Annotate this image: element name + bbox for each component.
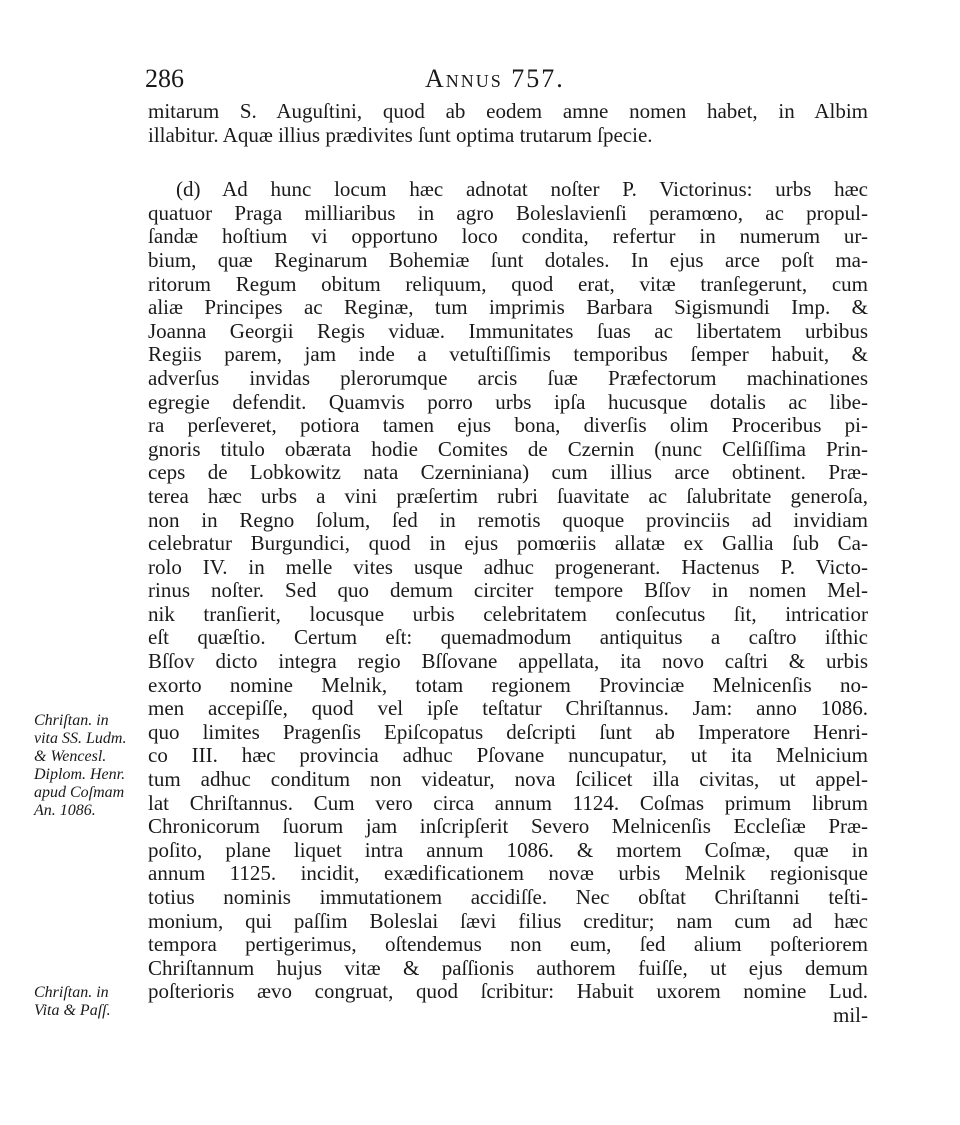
margin-note-line: Chriſtan. in [34,984,109,1001]
text-line: adverſus invidas plerorumque arcis ſuæ Præfectorum machinationes [148,365,868,390]
text-line: monium, qui paſſim Boleslai ſævi filius creditur; nam cum ad hæc [148,908,868,933]
text-line: tempora pertigerimus, oſtendemus non eum, ſed alium poſteriorem [148,932,868,957]
margin-note-line: Chriſtan. in [34,712,109,729]
running-head: Annus 757. [425,64,565,93]
text-line: Joanna Georgii Regis viduæ. Immunitates ſuas ac libertatem urbibus [148,318,868,343]
text-line: totius nominis immutationem accidiſſe. Nec obſtat Chriſtanni teſti- [148,885,868,909]
text-line: exorto nomine Melnik, totam regionem Provinciæ Melnicenſis no- [148,672,868,697]
text-line: ritorum Regum obitum reliquum, quod erat, vitæ tranſegerunt, cum [148,271,868,296]
text-line: mitarum S. Auguſtini, quod ab eodem amne nomen habet, in Albim [148,99,868,123]
text-line: celebratur Burgundici, quod in ejus pomœriis allatæ ex Gallia ſub Ca- [148,531,868,556]
text-line: quatuor Praga milliaribus in agro Boleslavienſi peramœno, ac propul- [148,200,868,225]
text-line: rinus noſter. Sed quo demum circiter tempore Bſſov in nomen Mel- [148,578,868,603]
margin-note-line: apud Coſmam [34,784,125,801]
body-text [148,100,868,1028]
margin-note-line: Vita & Paſſ. [34,1002,111,1019]
text-line: poſterioris ævo congruat, quod ſcribitur: Habuit uxorem nomine Lud. [148,979,868,1004]
margin-note-line: & Wencesl. [34,748,107,765]
text-line: (d) Ad hunc locum hæc adnotat noſter P. Victorinus: urbs hæc [176,177,868,202]
text-line: annum 1125. incidit, exædificationem novæ urbis Melnik regionisque [148,861,868,886]
text-line: tum adhuc conditum non videatur, nova ſcilicet illa civitas, ut appel- [148,767,868,792]
text-line: ra perſeveret, potiora tamen ejus bona, diverſis olim Proceribus pi- [148,413,868,438]
text-line: rolo IV. in melle vites usque adhuc progenerant. Hactenus P. Victo- [148,554,868,579]
text-line: non in Regno ſolum, ſed in remotis quoque provinciis ad invidiam [148,507,868,532]
text-line: egregie defendit. Quamvis porro urbs ipſa hucusque dotalis ac libe- [148,389,868,414]
text-line: bium, quæ Reginarum Bohemiæ ſunt dotales. In ejus arce poſt ma- [148,247,868,272]
page-number: 286 [145,64,184,93]
text-line: quo limites Pragenſis Epiſcopatus deſcripti ſunt ab Imperatore Henri- [148,719,868,744]
text-line: eſt quæſtio. Certum eſt: quemadmodum antiquitus a caſtro iſthic [148,625,868,650]
text-line: illabitur. Aquæ illius prædivites ſunt optima trutarum ſpecie. [148,122,653,147]
text-line: co III. hæc provincia adhuc Pſovane nuncupatur, ut ita Melnicium [148,743,868,768]
text-line: ſandæ hoſtium vi opportuno loco condita, refertur in numerum ur- [148,224,868,249]
margin-note-line: vita SS. Ludm. [34,730,127,747]
text-line: Bſſov dicto integra regio Bſſovane appellata, ita novo caſtri & urbis [148,649,868,674]
text-line: Chriſtannum hujus vitæ & paſſionis authorem fuiſſe, ut ejus demum [148,955,868,980]
margin-note-line: Diplom. Henr. [34,766,126,783]
text-line: poſito, plane liquet intra annum 1086. & mortem Coſmæ, quæ in [148,837,868,862]
text-line: ceps de Lobkowitz nata Czerniniana) cum illius arce obtinent. Præ- [148,460,868,485]
margin-note [34,712,146,820]
page-header [145,64,870,96]
text-line: nik tranſierit, locusque urbis celebritatem conſecutus ſit, intricatior [148,601,868,626]
text-line: Regiis parem, jam inde a vetuſtiſſimis temporibus ſemper habuit, & [148,342,868,367]
catchword: mil- [833,1002,868,1027]
text-line: Chronicorum ſuorum jam inſcripſerit Severo Melnicenſis Eccleſiæ Præ- [148,814,868,839]
text-line: aliæ Principes ac Reginæ, tum imprimis Barbara Sigismundi Imp. & [148,295,868,320]
margin-note-line: An. 1086. [34,802,96,819]
text-line: terea hæc urbs a vini præſertim rubri ſuavitate ac ſalubritate generoſa, [148,483,868,508]
text-line: gnoris titulo obærata hodie Comites de Czernin (nunc Celſiſſima Prin- [148,436,868,461]
text-line: lat Chriſtannus. Cum vero circa annum 1124. Coſmas primum librum [148,790,868,815]
text-line: men accepiſſe, quod vel ipſe teſtatur Chriſtannus. Jam: anno 1086. [148,696,868,721]
margin-note [34,984,146,1020]
